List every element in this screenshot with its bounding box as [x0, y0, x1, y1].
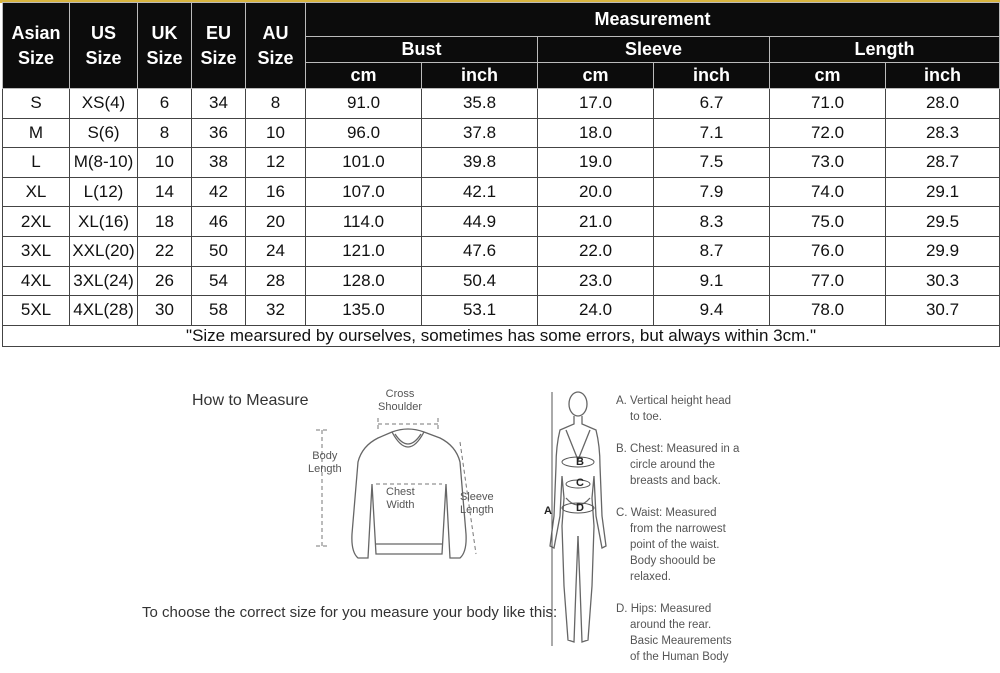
table-cell: 121.0 [306, 236, 422, 266]
table-row [3, 296, 1000, 326]
table-cell: 42 [192, 177, 246, 207]
size-chart-table [2, 2, 1000, 347]
body-letter-d: D [576, 502, 584, 514]
header-sleeve: Sleeve [538, 37, 770, 63]
table-cell: 77.0 [770, 266, 886, 296]
table-cell: 29.1 [886, 177, 1000, 207]
table-cell: 17.0 [538, 89, 654, 119]
table-cell: 28.7 [886, 148, 1000, 178]
table-cell: 21.0 [538, 207, 654, 237]
measurement-note: "Size mearsured by ourselves, sometimes has some errors, but always within 3cm." [3, 325, 1000, 346]
table-cell: 8.3 [654, 207, 770, 237]
table-cell: 22.0 [538, 236, 654, 266]
table-cell: 22 [138, 236, 192, 266]
header-unit: inch [422, 63, 538, 89]
table-cell: S(6) [70, 118, 138, 148]
table-cell: 7.1 [654, 118, 770, 148]
chest-width-label: Chest Width [386, 486, 415, 511]
table-cell: 9.1 [654, 266, 770, 296]
header-unit: cm [538, 63, 654, 89]
table-cell: 44.9 [422, 207, 538, 237]
table-cell: 8 [246, 89, 306, 119]
table-cell: 23.0 [538, 266, 654, 296]
table-cell: 12 [246, 148, 306, 178]
table-cell: 29.9 [886, 236, 1000, 266]
table-cell: 42.1 [422, 177, 538, 207]
table-cell: 46 [192, 207, 246, 237]
table-cell: 4XL(28) [70, 296, 138, 326]
table-cell: 5XL [3, 296, 70, 326]
header-unit: inch [654, 63, 770, 89]
table-cell: 4XL [3, 266, 70, 296]
sleeve-length-label: Sleeve Length [460, 491, 494, 516]
header-uk-size: UK Size [138, 3, 192, 89]
table-row [3, 177, 1000, 207]
table-cell: 2XL [3, 207, 70, 237]
table-cell: S [3, 89, 70, 119]
table-cell: 26 [138, 266, 192, 296]
table-cell: 107.0 [306, 177, 422, 207]
table-cell: 3XL(24) [70, 266, 138, 296]
table-cell: 8.7 [654, 236, 770, 266]
table-cell: 50.4 [422, 266, 538, 296]
table-cell: 28 [246, 266, 306, 296]
table-row [3, 266, 1000, 296]
table-cell: 7.9 [654, 177, 770, 207]
table-cell: 20.0 [538, 177, 654, 207]
choose-size-instruction: To choose the correct size for you measure your body like this: [142, 604, 558, 621]
table-cell: 74.0 [770, 177, 886, 207]
table-cell: 19.0 [538, 148, 654, 178]
table-cell: 114.0 [306, 207, 422, 237]
body-letter-a: A [544, 505, 552, 517]
table-cell: 18.0 [538, 118, 654, 148]
table-cell: 37.8 [422, 118, 538, 148]
table-cell: 6.7 [654, 89, 770, 119]
table-cell: 30.3 [886, 266, 1000, 296]
table-cell: XL [3, 177, 70, 207]
table-cell: XS(4) [70, 89, 138, 119]
table-cell: 7.5 [654, 148, 770, 178]
header-unit: cm [770, 63, 886, 89]
table-cell: XXL(20) [70, 236, 138, 266]
table-cell: 30.7 [886, 296, 1000, 326]
table-cell: 96.0 [306, 118, 422, 148]
table-cell: 16 [246, 177, 306, 207]
table-cell: 10 [246, 118, 306, 148]
table-cell: 28.0 [886, 89, 1000, 119]
header-bust: Bust [306, 37, 538, 63]
legend-item-a: A. Vertical height head to toe. [616, 395, 732, 423]
table-cell: 101.0 [306, 148, 422, 178]
table-cell: 58 [192, 296, 246, 326]
table-cell: M [3, 118, 70, 148]
cross-shoulder-label: Cross Shoulder [378, 388, 423, 413]
table-cell: 38 [192, 148, 246, 178]
table-cell: 72.0 [770, 118, 886, 148]
table-row [3, 89, 1000, 119]
body-letter-b: B [576, 456, 584, 468]
table-row [3, 148, 1000, 178]
table-cell: 3XL [3, 236, 70, 266]
table-cell: 20 [246, 207, 306, 237]
table-cell: 24.0 [538, 296, 654, 326]
table-cell: 28.3 [886, 118, 1000, 148]
legend-item-b: B. Chest: Measured in a circle around the breasts and back. [616, 443, 740, 487]
table-cell: 76.0 [770, 236, 886, 266]
header-eu-size: EU Size [192, 3, 246, 89]
body-length-label: Body Length [308, 450, 342, 475]
header-length: Length [770, 37, 1000, 63]
table-cell: 53.1 [422, 296, 538, 326]
table-cell: 128.0 [306, 266, 422, 296]
table-cell: 30 [138, 296, 192, 326]
table-cell: 135.0 [306, 296, 422, 326]
table-cell: 71.0 [770, 89, 886, 119]
legend-item-d: D. Hips: Measured around the rear. Basic Meaurements of the Human Body [616, 603, 732, 663]
table-cell: 50 [192, 236, 246, 266]
header-asian-size: Asian Size [3, 3, 70, 89]
header-au-size: AU Size [246, 3, 306, 89]
table-row [3, 207, 1000, 237]
table-cell: 14 [138, 177, 192, 207]
table-cell: 29.5 [886, 207, 1000, 237]
human-body-diagram [538, 386, 618, 656]
table-cell: 54 [192, 266, 246, 296]
table-cell: XL(16) [70, 207, 138, 237]
legend-item-c: C. Waist: Measured from the narrowest point of the waist. Body shoould be relaxed. [616, 507, 726, 583]
table-cell: 34 [192, 89, 246, 119]
table-row [3, 118, 1000, 148]
table-cell: 91.0 [306, 89, 422, 119]
header-us-size: US Size [70, 3, 138, 89]
table-cell: 8 [138, 118, 192, 148]
body-letter-c: C [576, 477, 584, 489]
table-cell: 73.0 [770, 148, 886, 178]
header-unit: cm [306, 63, 422, 89]
table-cell: 35.8 [422, 89, 538, 119]
table-cell: L [3, 148, 70, 178]
table-row [3, 236, 1000, 266]
table-cell: 10 [138, 148, 192, 178]
table-cell: 24 [246, 236, 306, 266]
header-unit: inch [886, 63, 1000, 89]
table-cell: 78.0 [770, 296, 886, 326]
table-cell: 9.4 [654, 296, 770, 326]
table-cell: 32 [246, 296, 306, 326]
how-to-measure-title: How to Measure [192, 392, 309, 409]
table-cell: 18 [138, 207, 192, 237]
table-cell: 6 [138, 89, 192, 119]
table-cell: 75.0 [770, 207, 886, 237]
table-cell: L(12) [70, 177, 138, 207]
table-cell: 36 [192, 118, 246, 148]
header-measurement: Measurement [306, 3, 1000, 37]
table-cell: 39.8 [422, 148, 538, 178]
table-cell: 47.6 [422, 236, 538, 266]
table-cell: M(8-10) [70, 148, 138, 178]
